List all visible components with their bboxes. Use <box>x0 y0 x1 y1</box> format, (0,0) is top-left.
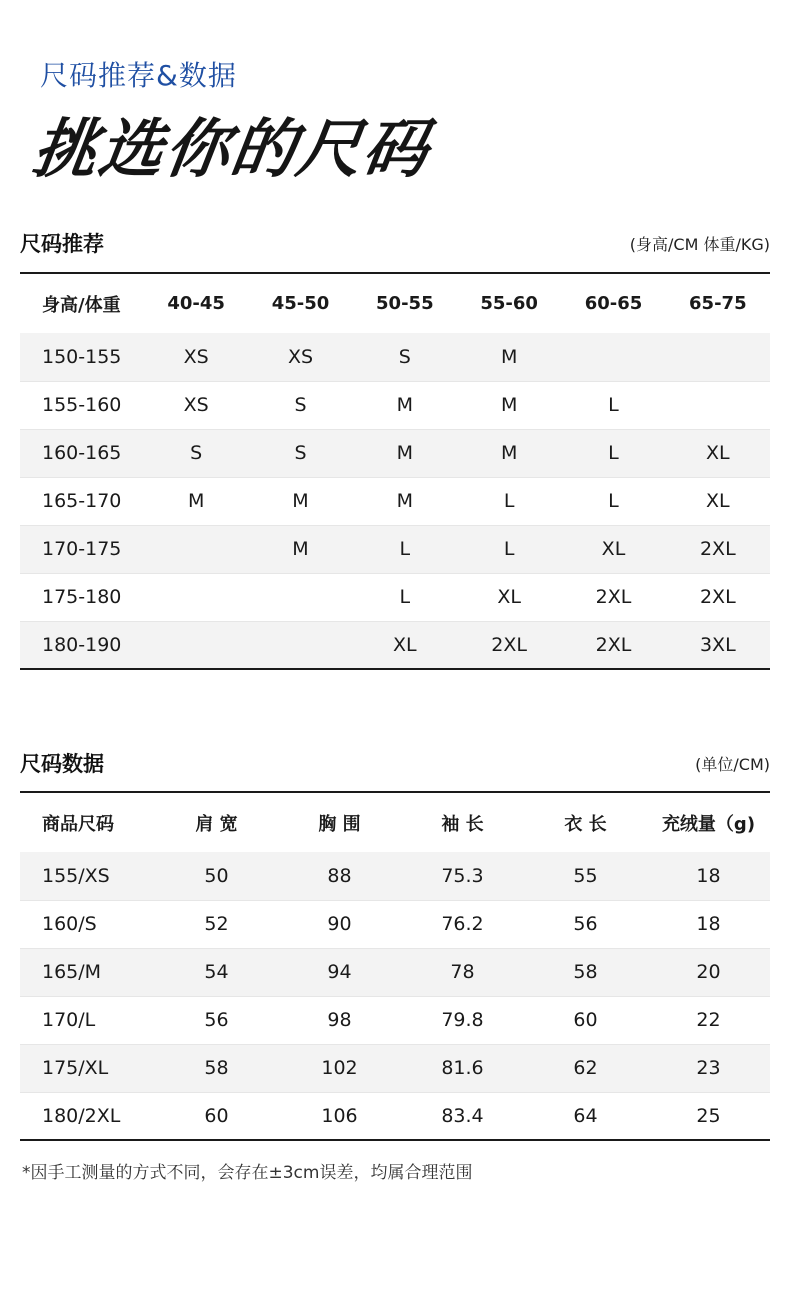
table-cell: 18 <box>647 900 770 948</box>
size-recommendation-table <box>20 272 770 670</box>
table-cell: 83.4 <box>401 1092 524 1140</box>
table-cell: XL <box>457 573 561 621</box>
recommend-section-header <box>20 228 770 258</box>
table-cell: M <box>248 525 352 573</box>
table-cell: L <box>353 525 457 573</box>
table-cell: 20 <box>647 948 770 996</box>
table-cell: M <box>457 333 561 381</box>
column-header: 65-75 <box>666 273 770 333</box>
column-header: 充绒量（g) <box>647 792 770 852</box>
column-header: 衣 长 <box>524 792 647 852</box>
table-row <box>20 573 770 621</box>
column-header: 袖 长 <box>401 792 524 852</box>
table-cell: XL <box>666 477 770 525</box>
table-header-row <box>20 273 770 333</box>
table-cell: 25 <box>647 1092 770 1140</box>
row-label-cell: 180-190 <box>20 621 144 669</box>
table-row <box>20 900 770 948</box>
table-cell: L <box>561 477 665 525</box>
table-cell: 2XL <box>561 573 665 621</box>
table-cell <box>144 621 248 669</box>
recommend-unit-note: (身高/CM 体重/KG) <box>629 235 770 254</box>
column-header: 身高/体重 <box>20 273 144 333</box>
table-cell: 62 <box>524 1044 647 1092</box>
column-header: 肩 宽 <box>155 792 278 852</box>
table-cell: 75.3 <box>401 852 524 900</box>
table-cell: 56 <box>155 996 278 1044</box>
table-cell: M <box>248 477 352 525</box>
size-measurement-table <box>20 791 770 1141</box>
table-cell: 2XL <box>666 573 770 621</box>
column-header: 40-45 <box>144 273 248 333</box>
table-cell: 54 <box>155 948 278 996</box>
table-cell: S <box>353 333 457 381</box>
page-title: 挑选你的尺码 <box>27 113 435 187</box>
table-cell: 2XL <box>561 621 665 669</box>
column-header: 商品尺码 <box>20 792 155 852</box>
table-cell: 90 <box>278 900 401 948</box>
table-cell: M <box>353 477 457 525</box>
row-label-cell: 165-170 <box>20 477 144 525</box>
table-cell: 102 <box>278 1044 401 1092</box>
table-cell: XL <box>353 621 457 669</box>
table-cell <box>248 573 352 621</box>
table-cell: M <box>457 381 561 429</box>
table-cell: 81.6 <box>401 1044 524 1092</box>
data-heading: 尺码数据 <box>20 752 104 776</box>
table-cell: S <box>144 429 248 477</box>
table-cell: 64 <box>524 1092 647 1140</box>
data-section-header <box>20 748 770 778</box>
column-header: 50-55 <box>353 273 457 333</box>
data-body <box>20 852 770 1140</box>
table-row <box>20 525 770 573</box>
row-label-cell: 160/S <box>20 900 155 948</box>
table-cell: 76.2 <box>401 900 524 948</box>
table-row <box>20 948 770 996</box>
row-label-cell: 160-165 <box>20 429 144 477</box>
table-cell <box>144 573 248 621</box>
table-cell: 56 <box>524 900 647 948</box>
table-cell: L <box>561 429 665 477</box>
table-cell <box>144 525 248 573</box>
table-row <box>20 852 770 900</box>
table-cell: S <box>248 381 352 429</box>
table-row <box>20 381 770 429</box>
table-cell: L <box>457 477 561 525</box>
table-cell: 58 <box>155 1044 278 1092</box>
table-cell: M <box>457 429 561 477</box>
column-header: 胸 围 <box>278 792 401 852</box>
table-cell <box>561 333 665 381</box>
table-cell: 52 <box>155 900 278 948</box>
table-cell: 106 <box>278 1092 401 1140</box>
column-header: 45-50 <box>248 273 352 333</box>
table-cell: M <box>353 381 457 429</box>
table-cell: 23 <box>647 1044 770 1092</box>
row-label-cell: 175-180 <box>20 573 144 621</box>
table-cell <box>666 381 770 429</box>
table-cell: L <box>561 381 665 429</box>
row-label-cell: 150-155 <box>20 333 144 381</box>
table-cell: M <box>353 429 457 477</box>
table-cell: 2XL <box>666 525 770 573</box>
table-cell: 55 <box>524 852 647 900</box>
recommend-body <box>20 333 770 669</box>
table-cell: S <box>248 429 352 477</box>
table-row <box>20 429 770 477</box>
table-cell: 94 <box>278 948 401 996</box>
column-header: 55-60 <box>457 273 561 333</box>
table-cell: 3XL <box>666 621 770 669</box>
row-label-cell: 175/XL <box>20 1044 155 1092</box>
row-label-cell: 155/XS <box>20 852 155 900</box>
table-cell: XS <box>144 381 248 429</box>
table-cell: 79.8 <box>401 996 524 1044</box>
table-cell: 50 <box>155 852 278 900</box>
table-cell: 98 <box>278 996 401 1044</box>
table-row <box>20 621 770 669</box>
row-label-cell: 155-160 <box>20 381 144 429</box>
table-cell: L <box>353 573 457 621</box>
table-cell: 58 <box>524 948 647 996</box>
table-row <box>20 477 770 525</box>
page-subtitle: 尺码推荐&数据 <box>40 59 237 92</box>
row-label-cell: 170/L <box>20 996 155 1044</box>
table-cell: 18 <box>647 852 770 900</box>
measurement-footnote: *因手工测量的方式不同，会存在±3cm误差，均属合理范围 <box>22 1163 473 1183</box>
row-label-cell: 165/M <box>20 948 155 996</box>
table-cell: L <box>457 525 561 573</box>
recommend-heading: 尺码推荐 <box>20 232 104 256</box>
table-cell: 88 <box>278 852 401 900</box>
table-row <box>20 333 770 381</box>
row-label-cell: 170-175 <box>20 525 144 573</box>
table-cell: XS <box>248 333 352 381</box>
table-cell: 78 <box>401 948 524 996</box>
table-cell: 2XL <box>457 621 561 669</box>
table-cell: XL <box>666 429 770 477</box>
column-header: 60-65 <box>561 273 665 333</box>
table-header-row <box>20 792 770 852</box>
data-unit-note: (单位/CM) <box>695 755 770 774</box>
table-cell <box>248 621 352 669</box>
table-cell: 60 <box>155 1092 278 1140</box>
table-cell: 60 <box>524 996 647 1044</box>
table-row <box>20 996 770 1044</box>
row-label-cell: 180/2XL <box>20 1092 155 1140</box>
table-cell: XL <box>561 525 665 573</box>
table-row <box>20 1092 770 1140</box>
table-cell: XS <box>144 333 248 381</box>
table-cell: M <box>144 477 248 525</box>
table-cell <box>666 333 770 381</box>
table-row <box>20 1044 770 1092</box>
table-cell: 22 <box>647 996 770 1044</box>
